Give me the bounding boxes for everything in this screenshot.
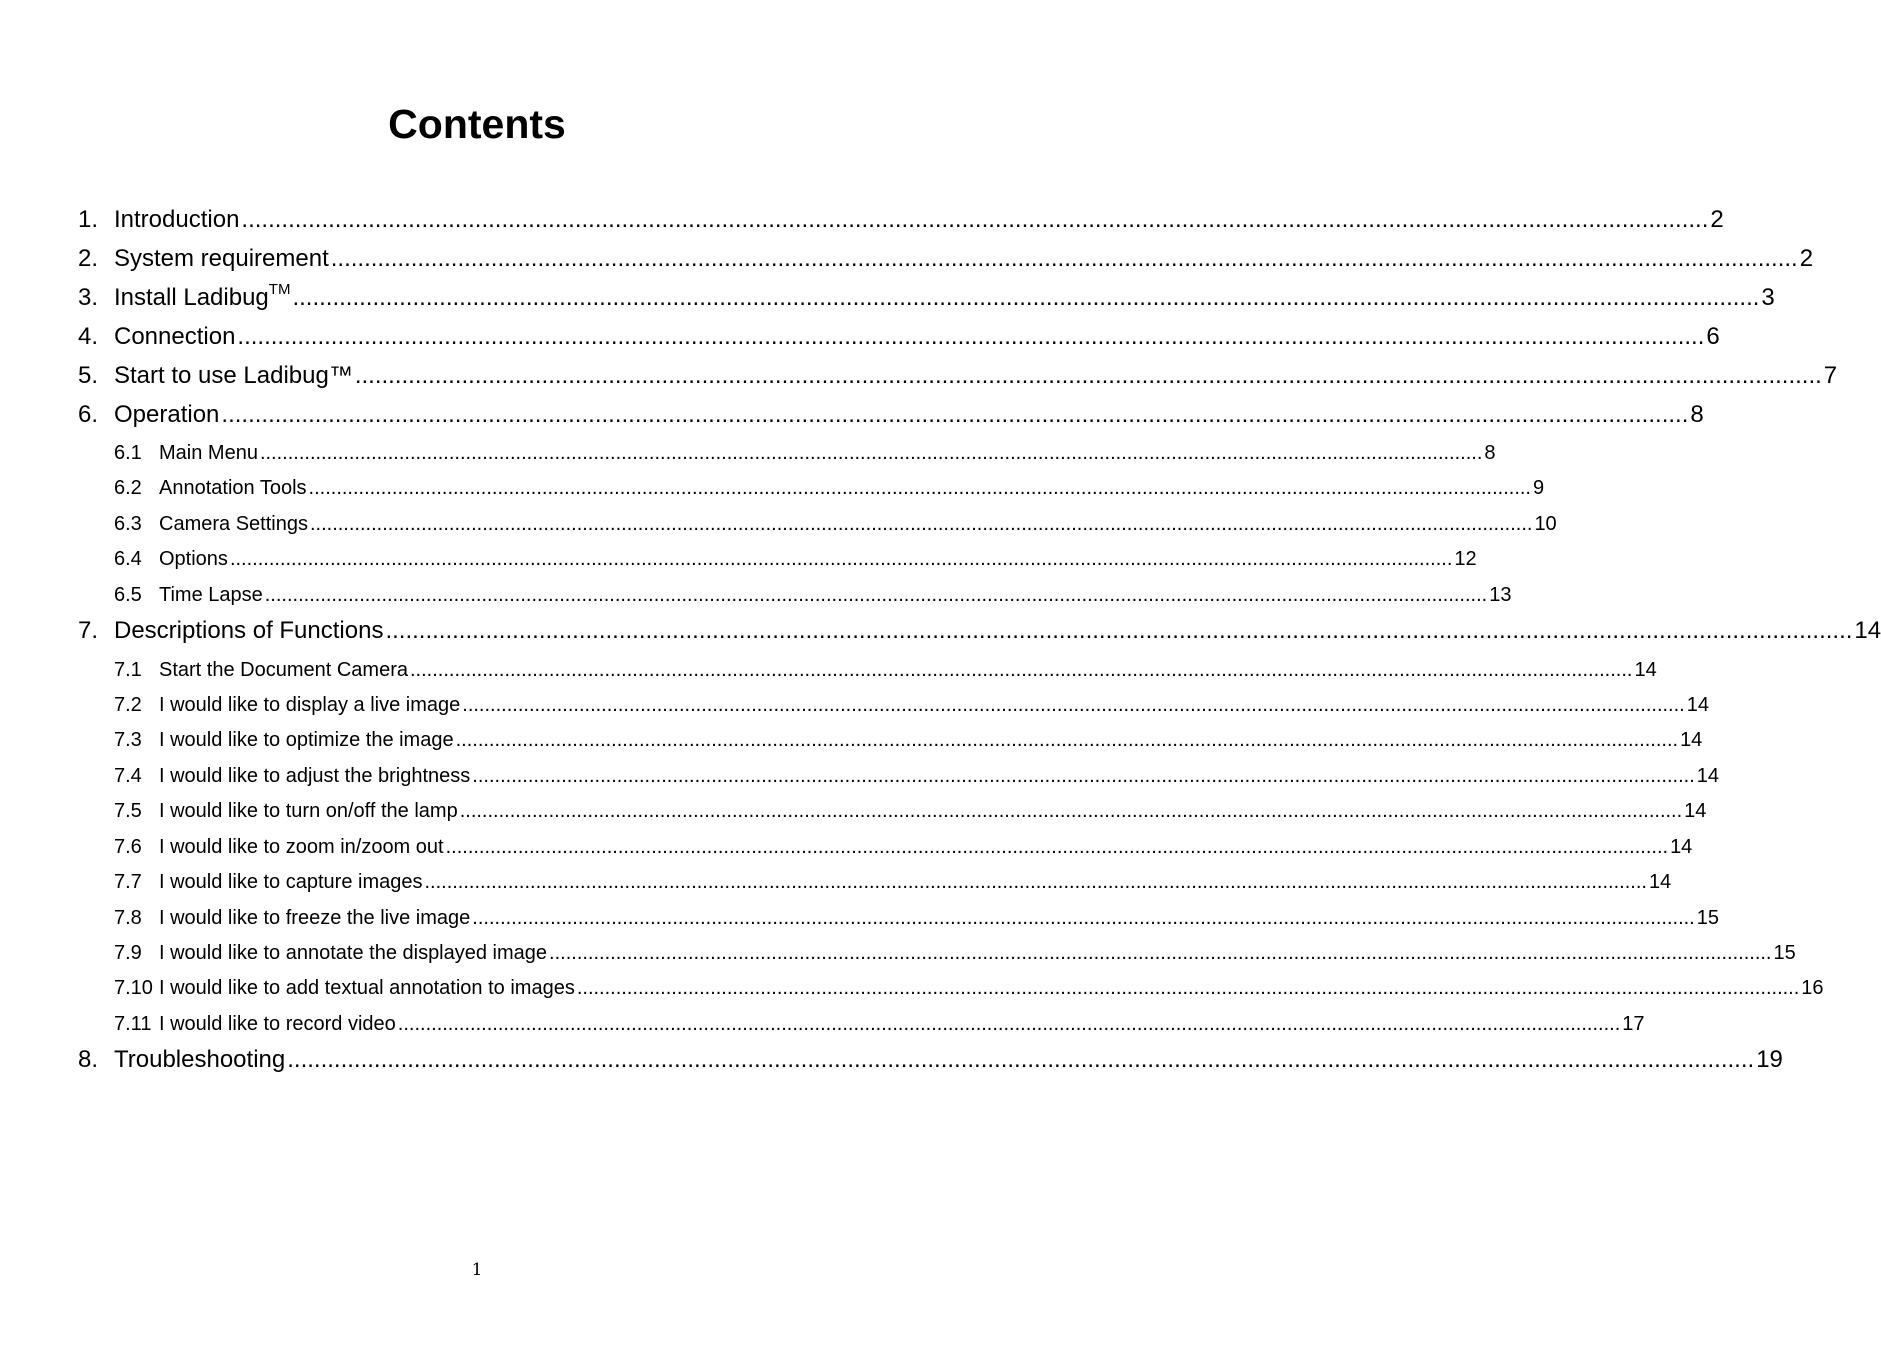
toc-entry-page: 14	[1648, 871, 1672, 893]
dot-leader: ............................................................................................................................................................................................................................	[287, 1046, 1755, 1073]
dot-leader: ............................................................................................................................................................................................................................	[445, 836, 1669, 858]
toc-entry-start-to-use[interactable]	[78, 361, 1838, 391]
toc-entry-label: I would like to freeze the live image	[159, 907, 471, 929]
toc-entry-label: Connection	[114, 323, 236, 350]
toc-entry-introduction[interactable]	[78, 205, 1724, 235]
toc-entry-textual-annotation[interactable]	[114, 975, 1824, 1001]
toc-entry-label: I would like to optimize the image	[159, 729, 454, 751]
toc-entry-turn-lamp[interactable]	[114, 798, 1707, 824]
toc-entry-label: Annotation Tools	[159, 477, 307, 499]
toc-entry-label: System requirement	[114, 245, 329, 272]
toc-entry-number: 3.	[78, 284, 99, 311]
toc-entry-label: Introduction	[114, 206, 240, 233]
toc-entry-label: Time Lapse	[159, 584, 263, 606]
toc-entry-number: 7.8	[114, 907, 142, 929]
dot-leader: ............................................................................................................................................................................................................................	[259, 442, 1483, 464]
toc-entry-start-document-camera[interactable]	[114, 657, 1657, 683]
toc-entry-label: Descriptions of Functions	[114, 617, 384, 644]
toc-entry-number: 6.3	[114, 513, 142, 535]
toc-entry-page: 9	[1533, 477, 1545, 499]
toc-entry-page: 14	[1680, 729, 1703, 751]
toc-entry-number: 4.	[78, 323, 99, 350]
toc-entry-options[interactable]	[114, 546, 1477, 572]
toc-entry-operation[interactable]	[78, 400, 1704, 430]
toc-entry-troubleshooting[interactable]	[78, 1045, 1783, 1075]
toc-entry-number: 8.	[78, 1046, 99, 1073]
toc-entry-label-text: Install Ladibug	[114, 284, 269, 311]
toc-entry-page: 12	[1454, 548, 1477, 570]
toc-entry-page: 14	[1686, 694, 1709, 716]
toc-entry-zoom[interactable]	[114, 834, 1693, 860]
toc-entry-label: Start to use Ladibug™	[114, 362, 353, 389]
toc-entry-label: I would like to zoom in/zoom out	[159, 836, 444, 858]
dot-leader: ............................................................................................................................................................................................................................	[229, 548, 1453, 570]
toc-entry-time-lapse[interactable]	[114, 582, 1512, 608]
toc-entry-main-menu[interactable]	[114, 440, 1496, 466]
toc-entry-page: 15	[1773, 942, 1796, 964]
dot-leader: ............................................................................................................................................................................................................................	[241, 206, 1709, 233]
dot-leader: ............................................................................................................................................................................................................................	[221, 401, 1689, 428]
dot-leader: ............................................................................................................................................................................................................................	[549, 942, 1772, 964]
toc-entry-label: I would like to record video	[159, 1013, 396, 1035]
toc-entry-label: Camera Settings	[159, 513, 308, 535]
toc-entry-page: 13	[1489, 584, 1512, 606]
toc-entry-page: 16	[1801, 977, 1824, 999]
toc-entry-number: 7.9	[114, 942, 142, 964]
toc-entry-page: 17	[1622, 1013, 1645, 1035]
toc-entry-label: I would like to add textual annotation to images	[159, 977, 575, 999]
dot-leader: ............................................................................................................................................................................................................................	[308, 477, 1531, 499]
dot-leader: ............................................................................................................................................................................................................................	[455, 729, 1679, 751]
toc-entry-number: 7.4	[114, 765, 142, 787]
toc-entry-page: 8	[1690, 401, 1704, 428]
toc-entry-number: 7.7	[114, 871, 142, 893]
toc-entry-number: 7.1	[114, 659, 142, 681]
dot-leader: ............................................................................................................................................................................................................................	[472, 765, 1695, 787]
toc-entry-label: Options	[159, 548, 228, 570]
dot-leader: ............................................................................................................................................................................................................................	[330, 245, 1798, 272]
toc-entry-number: 7.10	[114, 977, 153, 999]
dot-leader: ............................................................................................................................................................................................................................	[397, 1013, 1621, 1035]
toc-entry-number: 6.5	[114, 584, 142, 606]
toc-entry-optimize-image[interactable]	[114, 727, 1703, 753]
toc-entry-display-live-image[interactable]	[114, 692, 1709, 718]
dot-leader: ............................................................................................................................................................................................................................	[309, 513, 1533, 535]
toc-entry-capture-images[interactable]	[114, 869, 1672, 895]
toc-entry-label: Start the Document Camera	[159, 659, 408, 681]
dot-leader: ............................................................................................................................................................................................................................	[292, 284, 1760, 311]
toc-entry-page: 2	[1710, 206, 1724, 233]
toc-entry-descriptions-of-functions[interactable]	[78, 616, 1881, 646]
page-title: Contents	[388, 101, 566, 147]
toc-entry-number: 6.	[78, 401, 99, 428]
toc-entry-freeze-image[interactable]	[114, 905, 1719, 931]
toc-entry-number: 7.6	[114, 836, 142, 858]
dot-leader: ............................................................................................................................................................................................................................	[459, 800, 1683, 822]
toc-entry-number: 5.	[78, 362, 99, 389]
toc-entry-label: I would like to adjust the brightness	[159, 765, 471, 787]
toc-entry-number: 6.4	[114, 548, 142, 570]
toc-entry-page: 14	[1696, 765, 1720, 787]
toc-entry-number: 1.	[78, 206, 99, 233]
toc-entry-number: 6.1	[114, 442, 142, 464]
toc-entry-page: 7	[1823, 362, 1838, 389]
toc-entry-annotation-tools[interactable]	[114, 475, 1545, 501]
toc-entry-camera-settings[interactable]	[114, 511, 1557, 537]
toc-entry-connection[interactable]	[78, 322, 1720, 352]
toc-entry-page: 3	[1761, 284, 1775, 311]
toc-entry-label: I would like to turn on/off the lamp	[159, 800, 458, 822]
dot-leader: ............................................................................................................................................................................................................................	[424, 871, 1647, 893]
toc-entry-page: 15	[1696, 907, 1719, 929]
toc-entry-number: 6.2	[114, 477, 142, 499]
toc-entry-number: 7.	[78, 617, 99, 644]
toc-entry-number: 7.5	[114, 800, 142, 822]
page-number: 1	[471, 1260, 483, 1280]
toc-entry-label: Troubleshooting	[114, 1046, 286, 1073]
toc-entry-label: Main Menu	[159, 442, 258, 464]
toc-entry-page: 14	[1634, 659, 1657, 681]
trademark-superscript: TM	[268, 281, 291, 298]
dot-leader: ............................................................................................................................................................................................................................	[237, 323, 1705, 350]
dot-leader: ............................................................................................................................................................................................................................	[462, 694, 1685, 716]
toc-entry-record-video[interactable]	[114, 1011, 1645, 1037]
toc-entry-page: 8	[1484, 442, 1496, 464]
dot-leader: ............................................................................................................................................................................................................................	[576, 977, 1800, 999]
toc-entry-system-requirement[interactable]	[78, 244, 1814, 274]
toc-entry-label	[114, 283, 290, 313]
toc-entry-number: 7.3	[114, 729, 142, 751]
toc-entry-number: 2.	[78, 245, 99, 272]
toc-entry-label: I would like to capture images	[159, 871, 423, 893]
toc-entry-page: 14	[1684, 800, 1707, 822]
toc-entry-page: 19	[1756, 1046, 1783, 1073]
toc-entry-page: 14	[1670, 836, 1693, 858]
toc-entry-number: 7.2	[114, 694, 142, 716]
toc-entry-adjust-brightness[interactable]	[114, 763, 1720, 789]
toc-entry-label: I would like to annotate the displayed image	[159, 942, 548, 964]
toc-entry-page: 2	[1799, 245, 1814, 272]
toc-entry-install-ladibug[interactable]	[78, 281, 1775, 313]
toc-entry-page: 10	[1534, 513, 1557, 535]
toc-entry-label: I would like to display a live image	[159, 694, 461, 716]
dot-leader: ............................................................................................................................................................................................................................	[410, 659, 1633, 681]
toc-entry-page: 14	[1854, 617, 1881, 644]
toc-entry-number: 7.11	[114, 1013, 152, 1035]
toc-entry-label: Operation	[114, 401, 220, 428]
dot-leader: ............................................................................................................................................................................................................................	[472, 907, 1695, 929]
dot-leader: ............................................................................................................................................................................................................................	[264, 584, 1488, 606]
dot-leader: ............................................................................................................................................................................................................................	[354, 362, 1822, 389]
dot-leader: ............................................................................................................................................................................................................................	[385, 617, 1853, 644]
toc-entry-page: 6	[1706, 323, 1720, 350]
toc-entry-annotate-image[interactable]	[114, 940, 1796, 966]
